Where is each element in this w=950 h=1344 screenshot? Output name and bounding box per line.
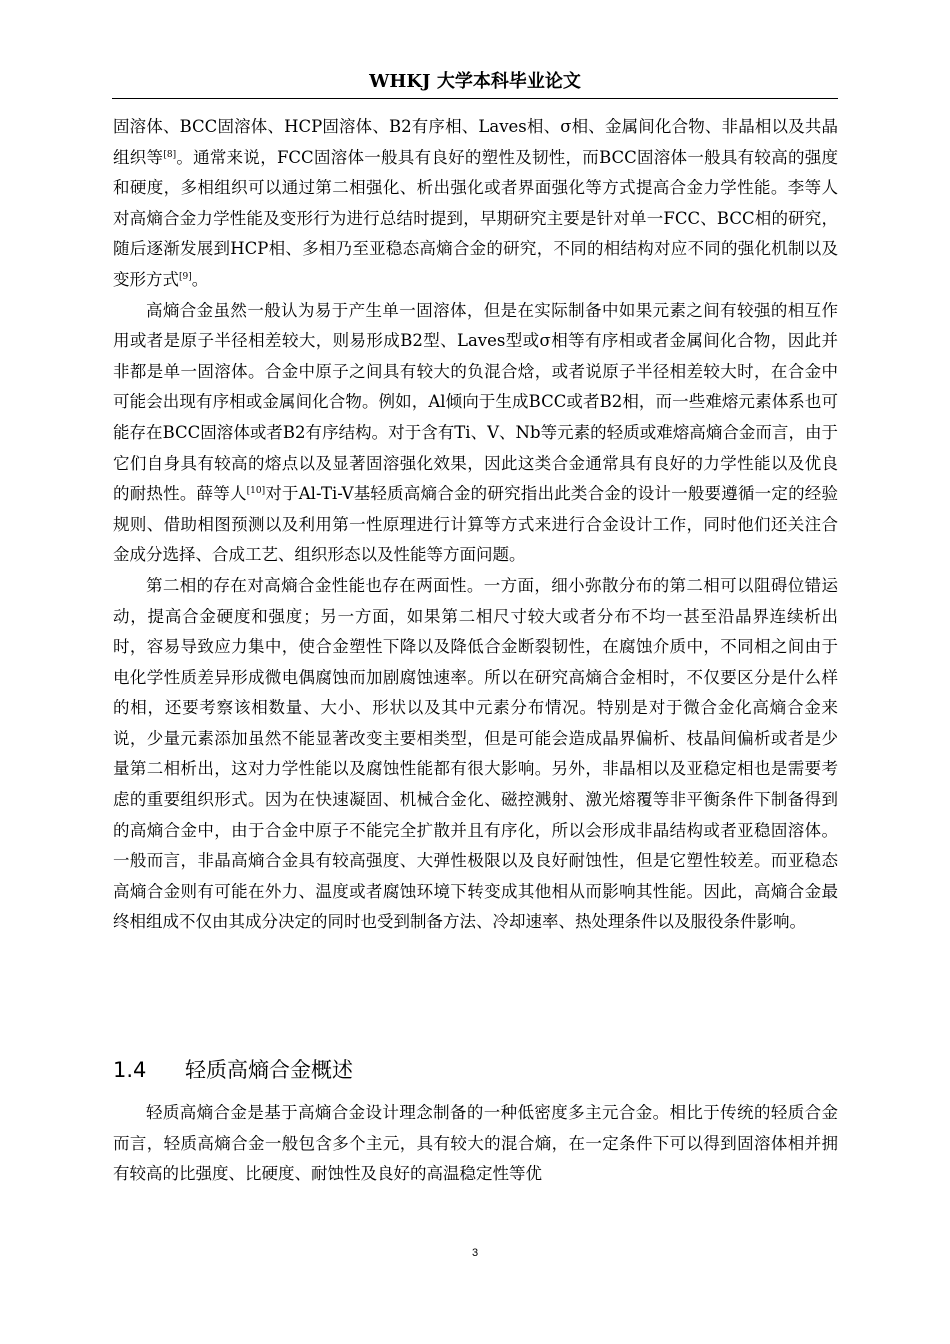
citation: [8] bbox=[163, 149, 177, 160]
header-divider bbox=[112, 98, 838, 99]
paragraph-text: 。 bbox=[191, 269, 209, 289]
paragraph-text: 对于Al-Ti-V基轻质高熵合金的研究指出此类合金的设计一般要遵循一定的经验规则、借助相图预测以及利用第一性原理进行计算等方式来进行合金设计工作，同时他们还关注合金成分选择、合成工艺、组织形态以及性能等方面问题。 bbox=[113, 484, 838, 565]
body-text bbox=[113, 112, 838, 938]
paragraph-2 bbox=[113, 296, 838, 571]
section-heading bbox=[113, 1054, 838, 1086]
section-paragraph-1: 轻质高熵合金是基于高熵合金设计理念制备的一种低密度多主元合金。相比于传统的轻质合金而言，轻质高熵合金一般包含多个主元，具有较大的混合熵，在一定条件下可以得到固溶体相并拥有较高的比强度、比硬度、耐蚀性及良好的高温稳定性等优 bbox=[113, 1103, 838, 1184]
citation: [10] bbox=[246, 486, 266, 497]
paragraph-text: 固溶体、BCC固溶体、HCP固溶体、B2有序相、Laves相、σ相、金属间化合物、非晶相以及共晶组织等 bbox=[113, 117, 838, 167]
paragraph-3 bbox=[113, 571, 838, 938]
section-number: 1.4 bbox=[113, 1058, 147, 1082]
paragraph-text: 第二相的存在对高熵合金性能也存在两面性。一方面，细小弥散分布的第二相可以阻碍位错运动，提高合金硬度和强度；另一方面，如果第二相尺寸较大或者分布不均一甚至沿晶界连续析出时，容易导致应力集中，使合金塑性下降以及降低合金断裂韧性，在腐蚀介质中，不同相之间由于电化学性质差异形成微电偶腐蚀而加剧腐蚀速率。所以在研究高熵合金相时，不仅要区分是什么样的相，还要考察该相数量、大小、形状以及其中元素分布情况。特别是对于微合金化高熵合金来说，少量元素添加虽然不能显著改变主要相类型，但是可能会造成晶界偏析、枝晶间偏析或者是少量第二相析出，这对力学性能以及腐蚀性能都有很大影响。另外，非晶相以及亚稳定相也是需要考虑的重要组织形式。因为在快速凝固、机械合金化、磁控溅射、激光熔覆等非平衡条件下制备得到的高熵合金中，由于合金中原子不能完全扩散并且有序化，所以会形成非晶结构或者亚稳固溶体。一般而言，非晶高熵合金具有较高强度、大弹性极限以及良好耐蚀性，但是它塑性较差。而亚稳态高熵合金则有可能在外力、温度或者腐蚀环境下转变成其他相从而影响其性能。因此，高熵合金最终相组成不仅由其成分决定的同时也受到制备方法、冷却速率、热处理条件以及服役条件影响。 bbox=[113, 575, 838, 932]
section-title: 轻质高熵合金概述 bbox=[185, 1058, 353, 1082]
paragraph-text: 。通常来说，FCC固溶体一般具有良好的塑性及韧性，而BCC固溶体一般具有较高的强度和硬度，多相组织可以通过第二相强化、析出强化或者界面强化等方式提高合金力学性能。李等人对高熵合金力学性能及变形行为进行总结时提到，早期研究主要是针对单一FCC、BCC相的研究，随后逐渐发展到HCP相、多相乃至亚稳态高熵合金的研究，不同的相结构对应不同的强化机制以及变形方式 bbox=[113, 147, 839, 289]
paragraph-text: 高熵合金虽然一般认为易于产生单一固溶体，但是在实际制备中如果元素之间有较强的相互作用或者是原子半径相差较大，则易形成B2型、Laves型或σ相等有序相或者金属间化合物，因此并非都是单一固溶体。合金中原子之间具有较大的负混合焓，或者说原子半径相差较大时，在合金中可能会出现有序相或金属间化合物。例如，Al倾向于生成BCC或者B2相，而一些难熔元素体系也可能存在BCC固溶体或者B2有序结构。对于含有Ti、V、Nb等元素的轻质或难熔高熵合金而言，由于它们自身具有较高的熔点以及显著固溶强化效果，因此这类合金通常具有良好的力学性能以及优良的耐热性。薛等人 bbox=[113, 300, 838, 504]
running-header: WHKJ 大学本科毕业论文 bbox=[369, 71, 581, 92]
page-number: 3 bbox=[471, 1247, 479, 1259]
paragraph-1 bbox=[113, 112, 838, 296]
citation: [9] bbox=[179, 271, 192, 282]
section-body-text bbox=[113, 1098, 838, 1190]
